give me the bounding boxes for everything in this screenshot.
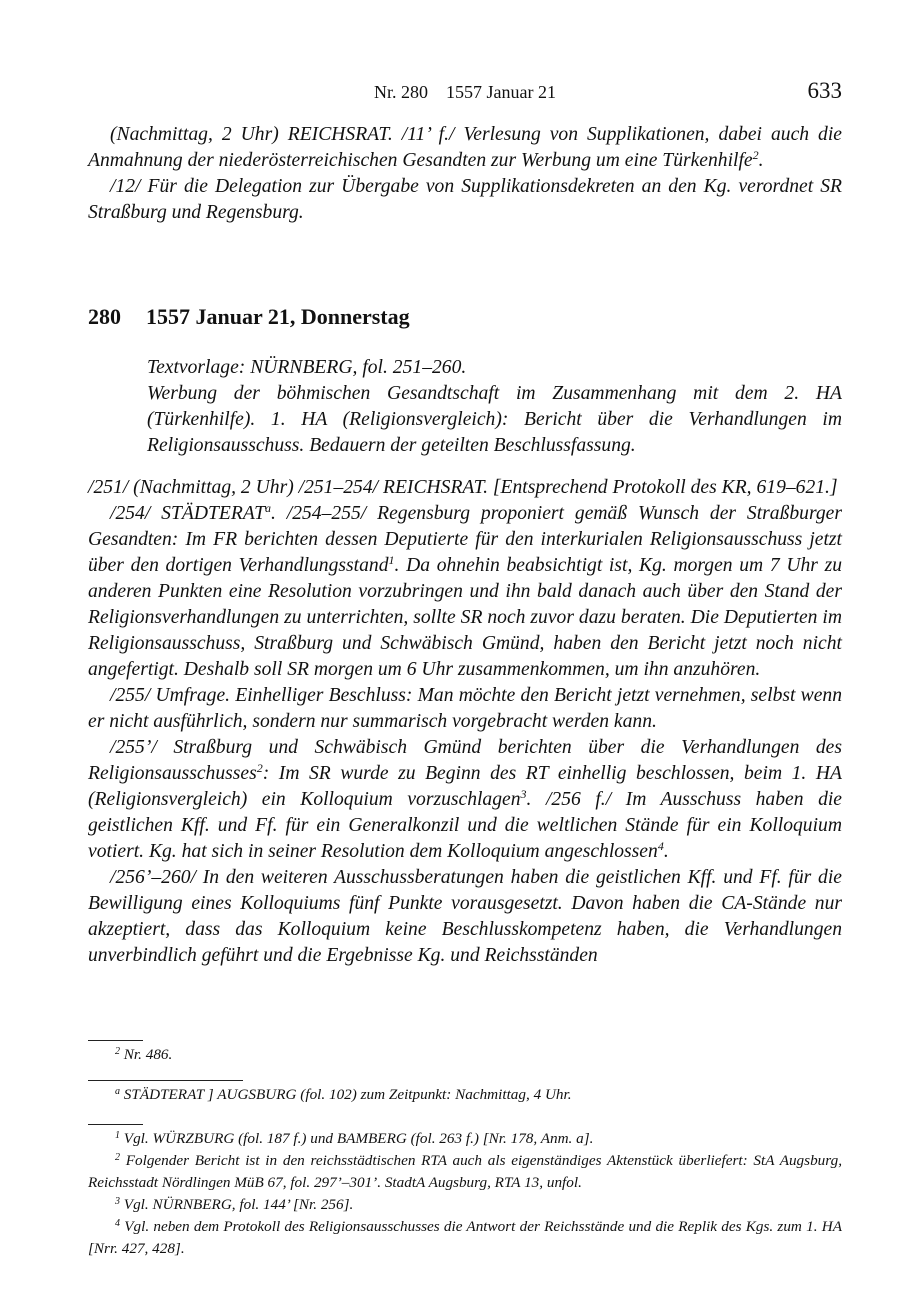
note-marker: a — [115, 1086, 120, 1097]
text-segment: /256’–260/ In den weiteren Ausschussberatungen haben die geistlichen Kff. und Ff. für die Bewilligung eines Kolloquiums fünf Punkte vorausgesetzt. Davon haben die CA-Stände nur akzeptiert, dass das Kolloquium keine Beschlusskompetenz haben, die Verhandlungen unverbindlich geführt und die Ergebnisse Kg. und Reichsständen — [88, 867, 842, 966]
note-marker: 2 — [256, 761, 263, 775]
paragraph — [88, 475, 842, 501]
text-segment: /255’/ Straßburg und Schwäbisch Gmünd berichten über die Verhandlungen des Religionsausschusses — [88, 737, 842, 784]
footnotes-commentary — [88, 1128, 842, 1260]
note-marker: 1 — [115, 1130, 120, 1141]
paragraph — [88, 1084, 842, 1106]
note-marker: 2 — [115, 1152, 120, 1163]
paragraph — [88, 1044, 842, 1066]
document-body — [88, 475, 842, 969]
footnotes-previous — [88, 1044, 842, 1066]
paragraph — [88, 735, 842, 865]
text-segment: . /254–255/ Regensburg proponiert gemäß Wunsch der Straßburger Gesandten: Im FR berichten dessen Deputierte für den interkurialen Religionsausschuss jetzt über den dortigen Verhandlungsstand — [88, 503, 842, 576]
paragraph — [88, 174, 842, 226]
page-number: 633 — [807, 78, 842, 103]
note-marker: 4 — [657, 839, 664, 853]
paragraph — [88, 865, 842, 969]
footnote-rule — [88, 1124, 143, 1125]
text-segment: /12/ Für die Delegation zur Übergabe von Supplikationsdekreten an den Kg. verordnet SR Straßburg und Regensburg. — [88, 176, 842, 223]
paragraph — [88, 1216, 842, 1260]
text-segment: Vgl. NÜRNBERG, fol. 144’ [Nr. 256]. — [120, 1196, 354, 1213]
page-header — [88, 80, 842, 106]
note-marker: 2 — [752, 148, 759, 162]
text-segment: /251/ (Nachmittag, 2 Uhr) /251–254/ REICHSRAT. [Entsprechend Protokoll des KR, 619–621.] — [88, 477, 838, 498]
text-segment: /255/ Umfrage. Einhelliger Beschluss: Man möchte den Bericht jetzt vernehmen, selbst wenn er nicht ausführlich, sondern nur summarisch vorgebracht werden kann. — [88, 685, 842, 732]
paragraph — [88, 122, 842, 174]
text-segment: . — [758, 150, 764, 171]
paragraph — [147, 381, 842, 459]
paragraph — [88, 1194, 842, 1216]
document-summary — [147, 355, 842, 459]
note-marker: 3 — [520, 787, 527, 801]
paragraph — [88, 1128, 842, 1150]
text-segment: (Nachmittag, 2 Uhr) REICHSRAT. /11’ f./ Verlesung von Supplikationen, dabei auch die Anmahnung der niederösterreichischen Gesandten zur Werbung um eine Türkenhilfe — [88, 124, 842, 171]
text-segment: Folgender Bericht ist in den reichsstädtischen RTA auch als eigenständiges Aktenstück überliefert: StA Augsburg, Reichsstadt Nördlingen MüB 67, fol. 297’–301’. StadtA Augsburg, RTA 13, unfol. — [88, 1152, 842, 1191]
document-heading — [88, 304, 410, 330]
footnote-rule — [88, 1040, 143, 1041]
footnote-rule — [88, 1080, 243, 1081]
text-segment: . Da ohnehin beabsichtigt ist, Kg. morgen um 7 Uhr zu anderen Punkten eine Resolution vorzubringen und ihn bald danach auch über den Stand der Religionsverhandlungen zu unterrichten, sollte SR noch zuvor dazu beraten. Die Deputierten im Religionsausschuss, Straßburg und Schwäbisch Gmünd, haben den Bericht jetzt noch nicht angefertigt. Deshalb soll SR morgen um 6 Uhr zusammenkommen, um ihn anzuhören. — [88, 555, 843, 680]
paragraph — [88, 501, 842, 683]
running-title: Nr. 280 1557 Januar 21 — [374, 82, 556, 102]
preceding-text — [88, 122, 842, 226]
text-segment: Textvorlage: NÜRNBERG, fol. 251–260. — [147, 357, 467, 378]
note-marker: 3 — [115, 1196, 120, 1207]
paragraph — [147, 355, 842, 381]
document-title: 1557 Januar 21, Donnerstag — [146, 304, 410, 329]
text-segment: Werbung der böhmischen Gesandtschaft im Zusammenhang mit dem 2. HA (Türkenhilfe). 1. HA (Religionsvergleich): Bericht über die Verhandlungen im Religionsausschuss. Bedauern der geteilten Beschlussfassung. — [147, 383, 842, 456]
text-segment: Vgl. neben dem Protokoll des Religionsausschusses die Antwort der Reichsstände und die Replik des Kgs. zum 1. HA [Nrr. 427, 428]. — [88, 1218, 842, 1257]
text-segment: Nr. 486. — [120, 1046, 173, 1063]
text-segment: /254/ STÄDTERAT — [110, 503, 265, 524]
note-marker: 4 — [115, 1218, 120, 1229]
note-marker: 2 — [115, 1046, 120, 1057]
text-segment: . — [663, 841, 669, 862]
note-marker: a — [264, 501, 271, 515]
footnotes-textcritical — [88, 1084, 842, 1106]
text-segment: : Im SR wurde zu Beginn des RT einhellig beschlossen, beim 1. HA (Religionsvergleich) ein Kolloquium vorzuschlagen — [88, 763, 842, 810]
paragraph — [88, 683, 842, 735]
text-segment: Vgl. WÜRZBURG (fol. 187 f.) und BAMBERG (fol. 263 f.) [Nr. 178, Anm. a]. — [120, 1130, 594, 1147]
document-number: 280 — [88, 304, 121, 329]
text-segment: . /256 f./ Im Ausschuss haben die geistlichen Kff. und Ff. für ein Generalkonzil und die weltlichen Stände für ein Kolloquium votiert. Kg. hat sich in seiner Resolution dem Kolloquium angeschlossen — [88, 789, 843, 862]
note-marker: 1 — [388, 553, 395, 567]
paragraph — [88, 1150, 842, 1194]
text-segment: STÄDTERAT ] AUGSBURG (fol. 102) zum Zeitpunkt: Nachmittag, 4 Uhr. — [120, 1086, 572, 1103]
